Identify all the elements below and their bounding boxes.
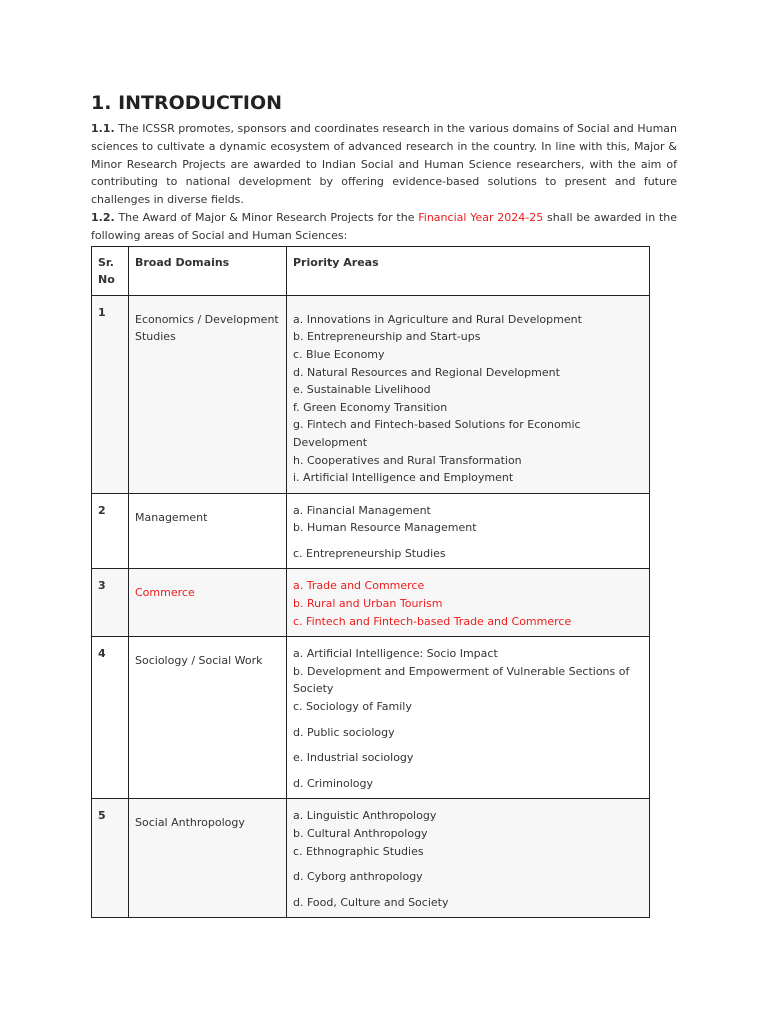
priority-areas [287,637,650,799]
table-header-row [92,246,650,295]
priority-item: b. Human Resource Management [293,521,477,535]
header-priority-areas: Priority Areas [287,246,650,295]
table-row [92,493,650,569]
priority-item: h. Cooperatives and Rural Transformation [293,453,522,467]
broad-domain: Social Anthropology [129,799,287,918]
priority-item: a. Artificial Intelligence: Socio Impact [293,647,498,661]
table-row [92,569,650,637]
sr-no: 1 [92,295,129,493]
priority-item: d. Food, Culture and Society [293,895,449,909]
priority-item: d. Natural Resources and Regional Development [293,365,560,379]
priority-item: g. Fintech and Fintech-based Solutions for Economic Development [293,418,581,449]
priority-item: e. Industrial sociology [293,751,414,765]
paragraph-1-2 [91,209,677,245]
section-title: INTRODUCTION [118,92,283,114]
priority-item: c. Ethnographic Studies [293,844,424,858]
priority-item: b. Cultural Anthropology [293,827,428,841]
priority-item: e. Sustainable Livelihood [293,383,431,397]
broad-domain: Economics / Development Studies [129,295,287,493]
priority-item: d. Public sociology [293,725,395,739]
header-sr-no: Sr. No [92,246,129,295]
paragraph-text: The Award of Major & Minor Research Projects for the [118,210,415,224]
broad-domain: Sociology / Social Work [129,637,287,799]
paragraph-1-1 [91,120,677,209]
priority-areas [287,799,650,918]
document-page [91,90,677,918]
paragraph-number: 1.1. [91,122,115,135]
table-row [92,295,650,493]
priority-item: a. Trade and Commerce [293,579,425,593]
section-heading [91,90,677,116]
priority-item: b. Development and Empowerment of Vulnerable Sections of Society [293,664,630,696]
table-row [92,637,650,799]
priority-item: c. Fintech and Fintech-based Trade and Commerce [293,614,572,628]
broad-domain: Commerce [129,569,287,637]
priority-areas-table [91,246,650,919]
priority-item: b. Rural and Urban Tourism [293,597,443,611]
paragraph-number: 1.2. [91,210,115,224]
sr-no: 2 [92,493,129,569]
priority-item: f. Green Economy Transition [293,400,448,414]
priority-item: b. Entrepreneurship and Start-ups [293,330,481,344]
priority-item: d. Cyborg anthropology [293,870,423,884]
header-broad-domains: Broad Domains [129,246,287,295]
priority-item: d. Criminology [293,776,373,790]
table-row [92,799,650,918]
priority-item: a. Financial Management [293,503,431,517]
priority-item: a. Linguistic Anthropology [293,809,437,823]
sr-no: 5 [92,799,129,918]
sr-no: 4 [92,637,129,799]
priority-areas [287,569,650,637]
priority-areas [287,493,650,569]
paragraph-text: shall be awarded in the following areas of Social and Human Sciences: [91,210,678,242]
priority-item: c. Entrepreneurship Studies [293,546,446,560]
sr-no: 3 [92,569,129,637]
financial-year-highlight: Financial Year 2024-25 [418,210,544,224]
section-number: 1. [91,92,112,114]
priority-item: c. Blue Economy [293,347,385,361]
priority-item: c. Sociology of Family [293,700,412,714]
priority-areas [287,295,650,493]
paragraph-text: The ICSSR promotes, sponsors and coordinates research in the various domains of Social and Human sciences to cultivate a dynamic ecosystem of advanced research in the country. In line with this, Major & Minor Research Projects are awarded to Indian Social and Human Science researchers, with the aim of contributing to national development by offering evidence-based solutions to present and future challenges in diverse fields. [91,122,677,207]
priority-item: i. Artificial Intelligence and Employment [293,471,514,485]
broad-domain: Management [129,493,287,569]
priority-item: a. Innovations in Agriculture and Rural Development [293,312,582,326]
